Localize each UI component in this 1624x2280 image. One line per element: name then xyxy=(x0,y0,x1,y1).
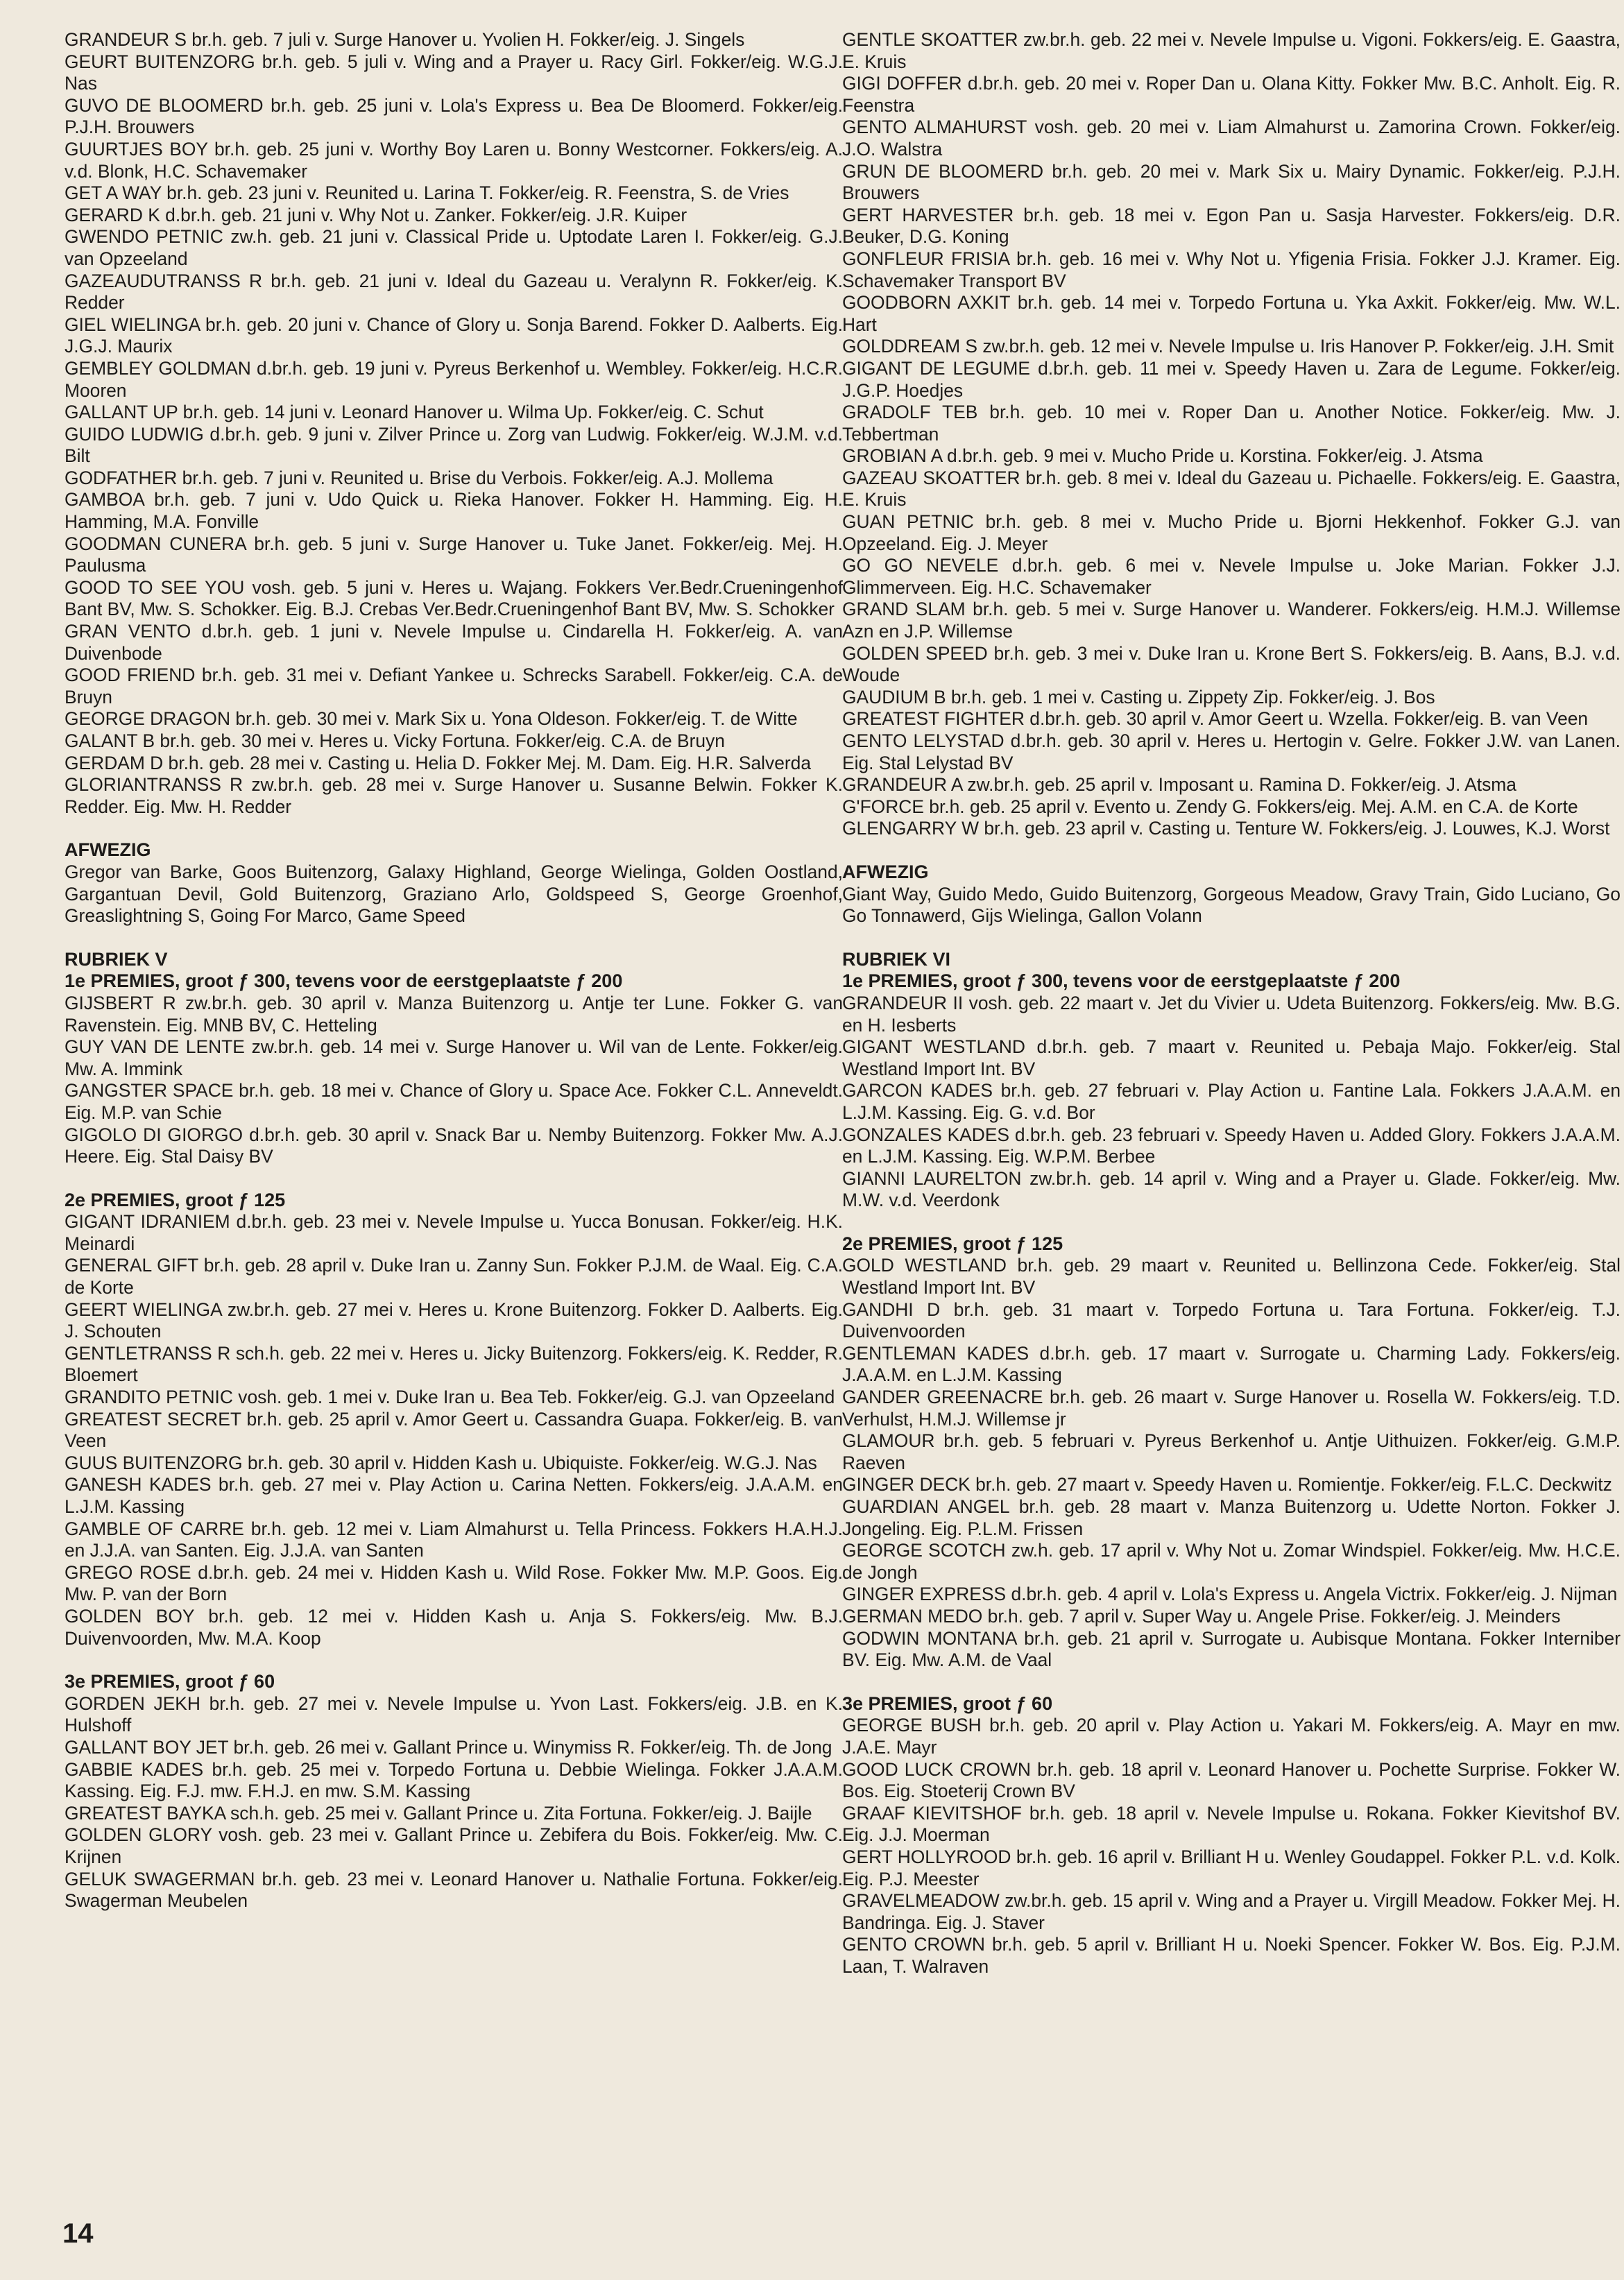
horse-entry: GERARD K d.br.h. geb. 21 juni v. Why Not u. Zanker. Fokker/eig. J.R. Kuiper xyxy=(65,204,687,225)
horse-entry: GUIDO LUDWIG d.br.h. geb. 9 juni v. Zilver Prince u. Zorg van Ludwig. Fokker/eig. W.J.M. v.d. Bilt xyxy=(65,423,843,467)
horse-entry: GUUS BUITENZORG br.h. geb. 30 april v. Hidden Kash u. Ubiquiste. Fokker/eig. W.G.J. Nas xyxy=(65,1452,817,1473)
prize2-section xyxy=(65,1190,843,1649)
horse-entry: GREATEST BAYKA sch.h. geb. 25 mei v. Gallant Prince u. Zita Fortuna. Fokker/eig. J. Baijle xyxy=(65,1802,812,1824)
horse-entry: GRANDEUR S br.h. geb. 7 juli v. Surge Hanover u. Yvolien H. Fokker/eig. J. Singels xyxy=(65,29,745,50)
horse-entry: GAZEAU SKOATTER br.h. geb. 8 mei v. Ideal du Gazeau u. Pichaelle. Fokkers/eig. E. Gaastra, E. Kruis xyxy=(842,467,1621,511)
horse-entry: GENTO CROWN br.h. geb. 5 april v. Brilliant H u. Noeki Spencer. Fokker W. Bos. Eig. P.J.M. Laan, T. Walraven xyxy=(842,1934,1621,1977)
horse-entry: GLENGARRY W br.h. geb. 23 april v. Casting u. Tenture W. Fokkers/eig. J. Louwes, K.J. Worst xyxy=(842,818,1610,839)
prize1-heading: 1e PREMIES, groot ƒ 300, tevens voor de eerstgeplaatste ƒ 200 xyxy=(65,970,623,992)
horse-entry: GENTLEMAN KADES d.br.h. geb. 17 maart v. Surrogate u. Charming Lady. Fokkers/eig. J.A.A.M. en L.J.M. Kassing xyxy=(842,1342,1621,1386)
right-column xyxy=(842,29,1621,1978)
rubric-section xyxy=(65,949,843,1168)
horse-entry: GORDEN JEKH br.h. geb. 27 mei v. Nevele Impulse u. Yvon Last. Fokkers/eig. J.B. en K. Hulshoff xyxy=(65,1692,843,1736)
horse-entry: GANESH KADES br.h. geb. 27 mei v. Play Action u. Carina Netten. Fokkers/eig. J.A.A.M. en L.J.M. Kassing xyxy=(65,1474,843,1517)
horse-entry: GEORGE SCOTCH zw.h. geb. 17 april v. Why Not u. Zomar Windspiel. Fokker/eig. Mw. H.C.E. de Jongh xyxy=(842,1540,1621,1583)
horse-entry: GOODMAN CUNERA br.h. geb. 5 juni v. Surge Hanover u. Tuke Janet. Fokker/eig. Mej. H. Paulusma xyxy=(65,533,843,576)
horse-entry: GWENDO PETNIC zw.h. geb. 21 juni v. Classical Pride u. Uptodate Laren I. Fokker/eig. G.J. van Opzeeland xyxy=(65,226,843,269)
horse-entry: GENERAL GIFT br.h. geb. 28 april v. Duke Iran u. Zanny Sun. Fokker P.J.M. de Waal. Eig. C.A. de Korte xyxy=(65,1255,843,1298)
horse-entry: GRAAF KIEVITSHOF br.h. geb. 18 april v. Nevele Impulse u. Rokana. Fokker Kievitshof BV. Eig. J.J. Moerman xyxy=(842,1802,1621,1846)
horse-entry: GERT HOLLYROOD br.h. geb. 16 april v. Brilliant H u. Wenley Goudappel. Fokker P.L. v.d. Kolk. Eig. P.J. Meester xyxy=(842,1846,1621,1889)
prize1-list xyxy=(65,993,843,1168)
horse-entry: GERDAM D br.h. geb. 28 mei v. Casting u. Helia D. Fokker Mej. M. Dam. Eig. H.R. Salverda xyxy=(65,752,812,773)
horse-entry: GLAMOUR br.h. geb. 5 februari v. Pyreus Berkenhof u. Antje Uithuizen. Fokker/eig. G.M.P. Raeven xyxy=(842,1430,1621,1473)
left-column xyxy=(65,29,843,1912)
horse-entry: GOLDDREAM S zw.br.h. geb. 12 mei v. Nevele Impulse u. Iris Hanover P. Fokker/eig. J.H. Smit xyxy=(842,336,1614,357)
horse-entry: GOOD FRIEND br.h. geb. 31 mei v. Defiant Yankee u. Schrecks Sarabell. Fokker/eig. C.A. de Bruyn xyxy=(65,665,843,708)
prize3-heading: 3e PREMIES, groot ƒ 60 xyxy=(842,1692,1053,1714)
horse-entry: GOLD WESTLAND br.h. geb. 29 maart v. Reunited u. Bellinzona Cede. Fokker/eig. Stal Westland Import Int. BV xyxy=(842,1255,1621,1298)
horse-entry: GIGOLO DI GIORGO d.br.h. geb. 30 april v. Snack Bar u. Nemby Buitenzorg. Fokker Mw. A.J. Heere. Eig. Stal Daisy BV xyxy=(65,1124,843,1167)
horse-entry: GIJSBERT R zw.br.h. geb. 30 april v. Manza Buitenzorg u. Antje ter Lune. Fokker G. van Ravenstein. Eig. MNB BV, C. Hetteling xyxy=(65,992,843,1036)
horse-entry: GENTO ALMAHURST vosh. geb. 20 mei v. Liam Almahurst u. Zamorina Crown. Fokker/eig. J.O. Walstra xyxy=(842,117,1621,160)
horse-entry: GUARDIAN ANGEL br.h. geb. 28 maart v. Manza Buitenzorg u. Udette Norton. Fokker J. Jongeling. Eig. P.L.M. Frissen xyxy=(842,1496,1621,1539)
horse-entry: GAZEAUDUTRANSS R br.h. geb. 21 juni v. Ideal du Gazeau u. Veralynn R. Fokker/eig. K. Redder xyxy=(65,270,843,314)
horse-entry: GANDHI D br.h. geb. 31 maart v. Torpedo Fortuna u. Tara Fortuna. Fokker/eig. T.J. Duivenvoorden xyxy=(842,1298,1621,1342)
prize2-heading: 2e PREMIES, groot ƒ 125 xyxy=(842,1233,1063,1254)
horse-entry: GRANDEUR II vosh. geb. 22 maart v. Jet du Vivier u. Udeta Buitenzorg. Fokkers/eig. Mw. B.G. en H. Iesberts xyxy=(842,992,1621,1036)
horse-entry: GALANT B br.h. geb. 30 mei v. Heres u. Vicky Fortuna. Fokker/eig. C.A. de Bruyn xyxy=(65,730,725,751)
horse-entry: GRAN VENTO d.br.h. geb. 1 juni v. Nevele Impulse u. Cindarella H. Fokker/eig. A. van Duivenbode xyxy=(65,621,843,664)
rubric-heading: RUBRIEK V xyxy=(65,948,168,970)
horse-entry: GAMBOA br.h. geb. 7 juni v. Udo Quick u. Rieka Hanover. Fokker H. Hamming. Eig. H. Hamming, M.A. Fonville xyxy=(65,489,843,533)
horse-entry: GRAVELMEADOW zw.br.h. geb. 15 april v. Wing and a Prayer u. Virgill Meadow. Fokker Mej. H. Bandringa. Eig. J. Staver xyxy=(842,1890,1621,1933)
horse-entry: GOODBORN AXKIT br.h. geb. 14 mei v. Torpedo Fortuna u. Yka Axkit. Fokker/eig. Mw. W.L. Hart xyxy=(842,292,1621,335)
horse-entry: GENTLETRANSS R sch.h. geb. 22 mei v. Heres u. Jicky Buitenzorg. Fokkers/eig. K. Redder, R. Bloemert xyxy=(65,1342,843,1386)
horse-entry: GIANNI LAURELTON zw.br.h. geb. 14 april v. Wing and a Prayer u. Glade. Fokker/eig. Mw. M.W. v.d. Veerdonk xyxy=(842,1167,1621,1211)
prize2-heading: 2e PREMIES, groot ƒ 125 xyxy=(65,1189,286,1210)
horse-entry: GRADOLF TEB br.h. geb. 10 mei v. Roper Dan u. Another Notice. Fokker/eig. Mw. J. Tebbertman xyxy=(842,402,1621,445)
horse-entry: GOLDEN BOY br.h. geb. 12 mei v. Hidden Kash u. Anja S. Fokkers/eig. Mw. B.J. Duivenvoorden, Mw. M.A. Koop xyxy=(65,1605,843,1649)
horse-entry: GRANDITO PETNIC vosh. geb. 1 mei v. Duke Iran u. Bea Teb. Fokker/eig. G.J. van Opzeeland xyxy=(65,1387,835,1408)
prize3-section xyxy=(65,1671,843,1912)
horse-entry: GEORGE BUSH br.h. geb. 20 april v. Play Action u. Yakari M. Fokkers/eig. A. Mayr en mw. J.A.E. Mayr xyxy=(842,1715,1621,1758)
horse-entry: GIGANT DE LEGUME d.br.h. geb. 11 mei v. Speedy Haven u. Zara de Legume. Fokker/eig. J.G.P. Hoedjes xyxy=(842,357,1621,401)
horse-entry: GUVO DE BLOOMERD br.h. geb. 25 juni v. Lola's Express u. Bea De Bloomerd. Fokker/eig. P.J.H. Brouwers xyxy=(65,94,843,138)
absent-list: Gregor van Barke, Goos Buitenzorg, Galaxy Highland, George Wielinga, Golden Oostland, Gargantuan Devil, Gold Buitenzorg, Graziano Arlo, Goldspeed S, George Groenhof, Greaslightning S, Going For Marco, Game Speed xyxy=(65,861,843,927)
horse-entry: GREATEST SECRET br.h. geb. 25 april v. Amor Geert u. Cassandra Guapa. Fokker/eig. B. van Veen xyxy=(65,1408,843,1452)
horse-entry: GLORIANTRANSS R zw.br.h. geb. 28 mei v. Surge Hanover u. Susanne Belwin. Fokker K. Redder. Eig. Mw. H. Redder xyxy=(65,774,843,817)
horse-entry: GOLDEN SPEED br.h. geb. 3 mei v. Duke Iran u. Krone Bert S. Fokkers/eig. B. Aans, B.J. v.d. Woude xyxy=(842,642,1621,686)
prize1-heading: 1e PREMIES, groot ƒ 300, tevens voor de eerstgeplaatste ƒ 200 xyxy=(842,970,1401,992)
prize3-section xyxy=(842,1693,1621,1978)
horse-entry: GRUN DE BLOOMERD br.h. geb. 20 mei v. Mark Six u. Mairy Dynamic. Fokker/eig. P.J.H. Brouwers xyxy=(842,160,1621,204)
horse-entry: GIEL WIELINGA br.h. geb. 20 juni v. Chance of Glory u. Sonja Barend. Fokker D. Aalberts. Eig. J.G.J. Maurix xyxy=(65,314,843,357)
horse-entry: GEMBLEY GOLDMAN d.br.h. geb. 19 juni v. Pyreus Berkenhof u. Wembley. Fokker/eig. H.C.R. Mooren xyxy=(65,357,843,401)
prize3-list xyxy=(65,1693,843,1912)
horse-entry: GARCON KADES br.h. geb. 27 februari v. Play Action u. Fantine Lala. Fokkers J.A.A.M. en L.J.M. Kassing. Eig. G. v.d. Bor xyxy=(842,1080,1621,1123)
horse-entry: GOOD LUCK CROWN br.h. geb. 18 april v. Leonard Hanover u. Pochette Surprise. Fokker W. Bos. Eig. Stoeterij Crown BV xyxy=(842,1758,1621,1802)
horse-entry: GIGANT WESTLAND d.br.h. geb. 7 maart v. Reunited u. Pebaja Majo. Fokker/eig. Stal Westland Import Int. BV xyxy=(842,1036,1621,1079)
horse-entry: GALLANT UP br.h. geb. 14 juni v. Leonard Hanover u. Wilma Up. Fokker/eig. C. Schut xyxy=(65,402,764,423)
horse-entry: GANGSTER SPACE br.h. geb. 18 mei v. Chance of Glory u. Space Ace. Fokker C.L. Anneveldt. Eig. M.P. van Schie xyxy=(65,1080,843,1123)
horse-entry: GENTLE SKOATTER zw.br.h. geb. 22 mei v. Nevele Impulse u. Vigoni. Fokkers/eig. E. Gaastra, E. Kruis xyxy=(842,29,1621,72)
horse-entry: GUY VAN DE LENTE zw.br.h. geb. 14 mei v. Surge Hanover u. Wil van de Lente. Fokker/eig. Mw. A. Immink xyxy=(65,1036,843,1079)
horse-entry: GROBIAN A d.br.h. geb. 9 mei v. Mucho Pride u. Korstina. Fokker/eig. J. Atsma xyxy=(842,445,1483,467)
horse-entry: GODFATHER br.h. geb. 7 juni v. Reunited u. Brise du Verbois. Fokker/eig. A.J. Mollema xyxy=(65,467,773,488)
horse-entry: GIGI DOFFER d.br.h. geb. 20 mei v. Roper Dan u. Olana Kitty. Fokker Mw. B.C. Anholt. Eig. R. Feenstra xyxy=(842,73,1621,116)
page-number: 14 xyxy=(62,2218,94,2249)
horse-entry: G'FORCE br.h. geb. 25 april v. Evento u. Zendy G. Fokkers/eig. Mej. A.M. en C.A. de Korte xyxy=(842,796,1578,817)
horse-entry: GANDER GREENACRE br.h. geb. 26 maart v. Surge Hanover u. Rosella W. Fokkers/eig. T.D. Verhulst, H.M.J. Willemse jr xyxy=(842,1387,1621,1430)
horse-entry: GINGER EXPRESS d.br.h. geb. 4 april v. Lola's Express u. Angela Victrix. Fokker/eig. J. Nijman xyxy=(842,1584,1618,1605)
entry-list-top xyxy=(65,29,843,818)
prize2-section xyxy=(842,1233,1621,1672)
absent-heading: AFWEZIG xyxy=(842,861,929,882)
horse-entry: GUURTJES BOY br.h. geb. 25 juni v. Worthy Boy Laren u. Bonny Westcorner. Fokkers/eig. A. v.d. Blonk, H.C. Schavemaker xyxy=(65,138,843,182)
absent-section xyxy=(65,839,843,927)
horse-entry: GAUDIUM B br.h. geb. 1 mei v. Casting u. Zippety Zip. Fokker/eig. J. Bos xyxy=(842,686,1435,708)
horse-entry: GONZALES KADES d.br.h. geb. 23 februari v. Speedy Haven u. Added Glory. Fokkers J.A.A.M. en L.J.M. Kassing. Eig. W.P.M. Berbee xyxy=(842,1124,1621,1167)
entry-list-top xyxy=(842,29,1621,840)
rubric-heading: RUBRIEK VI xyxy=(842,948,951,970)
horse-entry: GRANDEUR A zw.br.h. geb. 25 april v. Imposant u. Ramina D. Fokker/eig. J. Atsma xyxy=(842,774,1516,796)
absent-list: Giant Way, Guido Medo, Guido Buitenzorg, Gorgeous Meadow, Gravy Train, Gido Luciano, Go Go Tonnawerd, Gijs Wielinga, Gallon Volann xyxy=(842,883,1621,927)
prize2-list xyxy=(842,1255,1621,1671)
prize1-list xyxy=(842,993,1621,1212)
horse-entry: GEERT WIELINGA zw.br.h. geb. 27 mei v. Heres u. Krone Buitenzorg. Fokker D. Aalberts. Eig. J. Schouten xyxy=(65,1298,843,1342)
horse-entry: GODWIN MONTANA br.h. geb. 21 april v. Surrogate u. Aubisque Montana. Fokker Interniber BV. Eig. Mw. A.M. de Vaal xyxy=(842,1627,1621,1671)
horse-entry: GET A WAY br.h. geb. 23 juni v. Reunited u. Larina T. Fokker/eig. R. Feenstra, S. de Vries xyxy=(65,182,789,204)
horse-entry: GERT HARVESTER br.h. geb. 18 mei v. Egon Pan u. Sasja Harvester. Fokkers/eig. D.R. Beuker, D.G. Koning xyxy=(842,204,1621,248)
horse-entry: GENTO LELYSTAD d.br.h. geb. 30 april v. Heres u. Hertogin v. Gelre. Fokker J.W. van Lanen. Eig. Stal Lelystad BV xyxy=(842,730,1621,773)
horse-entry: GOLDEN GLORY vosh. geb. 23 mei v. Gallant Prince u. Zebifera du Bois. Fokker/eig. Mw. C. Krijnen xyxy=(65,1824,843,1867)
horse-entry: GIGANT IDRANIEM d.br.h. geb. 23 mei v. Nevele Impulse u. Yucca Bonusan. Fokker/eig. H.K. Meinardi xyxy=(65,1211,843,1254)
prize3-list xyxy=(842,1715,1621,1978)
horse-entry: GEORGE DRAGON br.h. geb. 30 mei v. Mark Six u. Yona Oldeson. Fokker/eig. T. de Witte xyxy=(65,708,798,730)
horse-entry: GOOD TO SEE YOU vosh. geb. 5 juni v. Heres u. Wajang. Fokkers Ver.Bedr.Crueningenhof Bant BV, Mw. S. Schokker. Eig. B.J. Crebas Ver.Bedr.Crueningenhof Bant BV, Mw. S. Schokker xyxy=(65,576,843,620)
horse-entry: GO GO NEVELE d.br.h. geb. 6 mei v. Nevele Impulse u. Joke Marian. Fokker J.J. Glimmerveen. Eig. H.C. Schavemaker xyxy=(842,555,1621,598)
horse-entry: GUAN PETNIC br.h. geb. 8 mei v. Mucho Pride u. Bjorni Hekkenhof. Fokker G.J. van Opzeeland. Eig. J. Meyer xyxy=(842,511,1621,554)
horse-entry: GAMBLE OF CARRE br.h. geb. 12 mei v. Liam Almahurst u. Tella Princess. Fokkers H.A.H.J. en J.J.A. van Santen. Eig. J.J.A. van Santen xyxy=(65,1518,843,1561)
horse-entry: GRAND SLAM br.h. geb. 5 mei v. Surge Hanover u. Wanderer. Fokkers/eig. H.M.J. Willemse Azn en J.P. Willemse xyxy=(842,599,1621,642)
horse-entry: GELUK SWAGERMAN br.h. geb. 23 mei v. Leonard Hanover u. Nathalie Fortuna. Fokker/eig. Swagerman Meubelen xyxy=(65,1868,843,1912)
absent-heading: AFWEZIG xyxy=(65,839,151,861)
prize3-heading: 3e PREMIES, groot ƒ 60 xyxy=(65,1671,275,1692)
absent-section xyxy=(842,862,1621,927)
prize2-list xyxy=(65,1211,843,1649)
rubric-section xyxy=(842,949,1621,1212)
horse-entry: GREATEST FIGHTER d.br.h. geb. 30 april v. Amor Geert u. Wzella. Fokker/eig. B. van Veen xyxy=(842,708,1589,730)
horse-entry: GALLANT BOY JET br.h. geb. 26 mei v. Gallant Prince u. Winymiss R. Fokker/eig. Th. de Jong xyxy=(65,1736,832,1758)
horse-entry: GABBIE KADES br.h. geb. 25 mei v. Torpedo Fortuna u. Debbie Wielinga. Fokker J.A.A.M. Kassing. Eig. F.J. mw. F.H.J. en mw. S.M. Kassing xyxy=(65,1758,843,1802)
horse-entry: GREGO ROSE d.br.h. geb. 24 mei v. Hidden Kash u. Wild Rose. Fokker Mw. M.P. Goos. Eig. Mw. P. van der Born xyxy=(65,1561,843,1605)
horse-entry: GEURT BUITENZORG br.h. geb. 5 juli v. Wing and a Prayer u. Racy Girl. Fokker/eig. W.G.J. Nas xyxy=(65,51,843,94)
horse-entry: GONFLEUR FRISIA br.h. geb. 16 mei v. Why Not u. Yfigenia Frisia. Fokker J.J. Kramer. Eig. Schavemaker Transport BV xyxy=(842,248,1621,291)
horse-entry: GERMAN MEDO br.h. geb. 7 april v. Super Way u. Angele Prise. Fokker/eig. J. Meinders xyxy=(842,1605,1561,1627)
horse-entry: GINGER DECK br.h. geb. 27 maart v. Speedy Haven u. Romientje. Fokker/eig. F.L.C. Deckwitz xyxy=(842,1474,1612,1495)
